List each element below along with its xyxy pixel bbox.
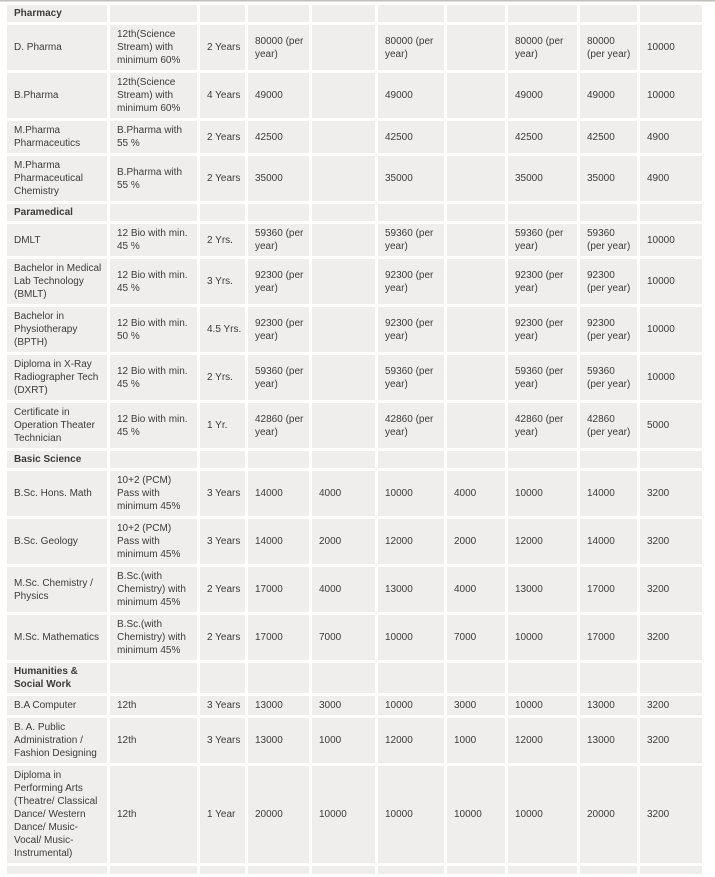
fee-value-cell: 13000 [508, 567, 577, 612]
fee-value-cell [312, 25, 375, 70]
course-name-cell: Diploma in Performing Arts (Theatre/ Classical Dance/ Western Dance/ Music- Vocal/ Music- Instrumental) [7, 766, 107, 863]
fee-value-cell: 3200 [640, 718, 702, 763]
section-empty-cell [580, 5, 637, 22]
fee-value-cell [447, 156, 505, 201]
fee-value-cell: 14000 [248, 471, 309, 516]
partial-empty-cell [447, 866, 505, 874]
section-empty-cell [378, 663, 444, 693]
fee-value-cell: 49000 [248, 73, 309, 118]
fee-value-cell: 7000 [447, 615, 505, 660]
fee-value-cell [312, 121, 375, 153]
fee-value-cell: 49000 [508, 73, 577, 118]
course-row [7, 471, 702, 516]
duration-cell: 3 Years [200, 519, 245, 564]
section-empty-cell [580, 663, 637, 693]
fee-value-cell: 7000 [312, 615, 375, 660]
section-empty-cell [200, 5, 245, 22]
section-empty-cell [378, 5, 444, 22]
fee-value-cell: 59360 (per year) [248, 355, 309, 400]
section-empty-cell [378, 451, 444, 468]
fee-value-cell [447, 224, 505, 256]
duration-cell: 2 Yrs. [200, 224, 245, 256]
section-empty-cell [580, 451, 637, 468]
fee-value-cell: 20000 [580, 766, 637, 863]
fee-value-cell: 5000 [640, 403, 702, 448]
section-empty-cell [248, 5, 309, 22]
duration-cell: 3 Years [200, 696, 245, 715]
course-name-cell: M.Pharma Pharmaceutics [7, 121, 107, 153]
fee-value-cell: 80000 (per year) [248, 25, 309, 70]
course-row [7, 615, 702, 660]
section-empty-cell [110, 5, 197, 22]
fee-value-cell: 10000 [640, 73, 702, 118]
section-row [7, 663, 702, 693]
fee-value-cell: 10000 [640, 224, 702, 256]
fee-value-cell: 10000 [640, 259, 702, 304]
section-empty-cell [508, 204, 577, 221]
section-empty-cell [640, 451, 702, 468]
course-name-cell: Bachelor in Medical Lab Technology (BMLT) [7, 259, 107, 304]
fee-value-cell: 4900 [640, 121, 702, 153]
section-empty-cell [200, 204, 245, 221]
fee-value-cell: 80000 (per year) [580, 25, 637, 70]
course-row [7, 121, 702, 153]
eligibility-cell: B.Pharma with 55 % [110, 156, 197, 201]
partial-empty-cell [248, 866, 309, 874]
course-name-cell: Certificate in Operation Theater Technician [7, 403, 107, 448]
partial-empty-cell [378, 866, 444, 874]
fee-value-cell: 59360 (per year) [508, 355, 577, 400]
fee-value-cell: 13000 [580, 696, 637, 715]
section-label: Basic Science [7, 451, 107, 468]
section-empty-cell [580, 204, 637, 221]
fee-value-cell: 59360 (per year) [378, 224, 444, 256]
section-empty-cell [312, 5, 375, 22]
fee-value-cell: 14000 [580, 519, 637, 564]
section-label: Paramedical [7, 204, 107, 221]
fee-value-cell: 12000 [508, 718, 577, 763]
course-row [7, 519, 702, 564]
course-row [7, 696, 702, 715]
fee-value-cell: 92300 (per year) [580, 259, 637, 304]
fee-value-cell [312, 224, 375, 256]
fee-value-cell [447, 259, 505, 304]
fee-value-cell [312, 259, 375, 304]
fee-value-cell: 3000 [312, 696, 375, 715]
course-name-cell: B.Sc. Geology [7, 519, 107, 564]
fee-value-cell: 92300 (per year) [378, 259, 444, 304]
fee-value-cell: 14000 [248, 519, 309, 564]
course-row [7, 403, 702, 448]
fee-value-cell [312, 156, 375, 201]
fee-value-cell: 10000 [508, 696, 577, 715]
eligibility-cell: 12th(Science Stream) with minimum 60% [110, 73, 197, 118]
fee-value-cell: 10000 [312, 766, 375, 863]
fee-value-cell: 92300 (per year) [508, 307, 577, 352]
fee-value-cell: 92300 (per year) [378, 307, 444, 352]
fee-value-cell: 42500 [378, 121, 444, 153]
eligibility-cell: 12 Bio with min. 45 % [110, 403, 197, 448]
section-empty-cell [312, 663, 375, 693]
fee-value-cell: 4000 [312, 567, 375, 612]
eligibility-cell: 12 Bio with min. 45 % [110, 355, 197, 400]
course-row [7, 25, 702, 70]
duration-cell: 2 Years [200, 25, 245, 70]
fee-value-cell: 49000 [378, 73, 444, 118]
fee-value-cell: 1000 [312, 718, 375, 763]
fee-value-cell: 4900 [640, 156, 702, 201]
fee-value-cell: 42500 [580, 121, 637, 153]
section-empty-cell [200, 451, 245, 468]
course-row [7, 718, 702, 763]
fee-value-cell [447, 307, 505, 352]
fee-value-cell: 10000 [378, 471, 444, 516]
fee-value-cell: 17000 [580, 567, 637, 612]
course-name-cell: Bachelor in Physiotherapy (BPTH) [7, 307, 107, 352]
eligibility-cell: 12 Bio with min. 50 % [110, 307, 197, 352]
section-empty-cell [447, 663, 505, 693]
fee-value-cell: 42860 (per year) [378, 403, 444, 448]
fee-value-cell [447, 25, 505, 70]
section-empty-cell [110, 451, 197, 468]
eligibility-cell: 12th(Science Stream) with minimum 60% [110, 25, 197, 70]
fee-value-cell: 13000 [248, 696, 309, 715]
eligibility-cell: 12th [110, 718, 197, 763]
fee-value-cell: 80000 (per year) [508, 25, 577, 70]
duration-cell: 4 Years [200, 73, 245, 118]
partial-empty-cell [110, 866, 197, 874]
partial-empty-cell [312, 866, 375, 874]
fee-value-cell: 59360 (per year) [508, 224, 577, 256]
fee-value-cell: 14000 [580, 471, 637, 516]
fee-value-cell: 10000 [378, 696, 444, 715]
fee-value-cell: 59360 (per year) [248, 224, 309, 256]
fee-value-cell: 92300 (per year) [508, 259, 577, 304]
table-body [7, 5, 702, 874]
fee-value-cell: 10000 [640, 25, 702, 70]
duration-cell: 2 Years [200, 567, 245, 612]
fee-value-cell: 4000 [447, 567, 505, 612]
duration-cell: 2 Years [200, 121, 245, 153]
section-empty-cell [640, 663, 702, 693]
fee-value-cell: 59360 (per year) [580, 355, 637, 400]
duration-cell: 3 Yrs. [200, 259, 245, 304]
duration-cell: 2 Years [200, 615, 245, 660]
partial-empty-cell [200, 866, 245, 874]
course-name-cell: M.Sc. Chemistry / Physics [7, 567, 107, 612]
fee-value-cell: 17000 [248, 567, 309, 612]
fee-value-cell: 42860 (per year) [580, 403, 637, 448]
fee-value-cell: 13000 [248, 718, 309, 763]
partial-empty-cell [7, 866, 107, 874]
fee-value-cell: 35000 [508, 156, 577, 201]
course-name-cell: B. A. Public Administration / Fashion Designing [7, 718, 107, 763]
eligibility-cell: B.Sc.(with Chemistry) with minimum 45% [110, 567, 197, 612]
fee-value-cell: 49000 [580, 73, 637, 118]
fee-value-cell: 59360 (per year) [580, 224, 637, 256]
course-name-cell: Diploma in X-Ray Radiographer Tech (DXRT) [7, 355, 107, 400]
fee-value-cell: 92300 (per year) [580, 307, 637, 352]
section-empty-cell [447, 5, 505, 22]
fee-value-cell: 42500 [248, 121, 309, 153]
course-name-cell: M.Sc. Mathematics [7, 615, 107, 660]
section-row [7, 204, 702, 221]
course-name-cell: B.Sc. Hons. Math [7, 471, 107, 516]
section-empty-cell [508, 451, 577, 468]
section-empty-cell [447, 451, 505, 468]
fee-value-cell [447, 403, 505, 448]
section-label: Humanities & Social Work [7, 663, 107, 693]
course-fees-table [4, 2, 705, 877]
duration-cell: 1 Yr. [200, 403, 245, 448]
duration-cell: 1 Year [200, 766, 245, 863]
fee-value-cell: 3200 [640, 766, 702, 863]
fee-value-cell: 12000 [378, 718, 444, 763]
section-row [7, 451, 702, 468]
eligibility-cell: 12th [110, 696, 197, 715]
section-empty-cell [378, 204, 444, 221]
fee-value-cell: 42500 [508, 121, 577, 153]
eligibility-cell: B.Pharma with 55 % [110, 121, 197, 153]
fee-value-cell: 35000 [580, 156, 637, 201]
fee-value-cell: 80000 (per year) [378, 25, 444, 70]
course-name-cell: D. Pharma [7, 25, 107, 70]
fee-value-cell: 59360 (per year) [378, 355, 444, 400]
fee-value-cell: 10000 [508, 471, 577, 516]
eligibility-cell: 10+2 (PCM) Pass with minimum 45% [110, 519, 197, 564]
section-empty-cell [312, 451, 375, 468]
eligibility-cell: B.Sc.(with Chemistry) with minimum 45% [110, 615, 197, 660]
section-empty-cell [110, 204, 197, 221]
course-row [7, 567, 702, 612]
fee-value-cell [312, 73, 375, 118]
partial-empty-cell [580, 866, 637, 874]
course-row [7, 355, 702, 400]
course-row [7, 224, 702, 256]
fee-value-cell: 13000 [378, 567, 444, 612]
fee-value-cell: 35000 [378, 156, 444, 201]
fee-value-cell: 10000 [640, 355, 702, 400]
eligibility-cell: 10+2 (PCM) Pass with minimum 45% [110, 471, 197, 516]
eligibility-cell: 12 Bio with min. 45 % [110, 259, 197, 304]
fee-value-cell: 92300 (per year) [248, 307, 309, 352]
fee-value-cell: 12000 [378, 519, 444, 564]
partial-empty-cell [640, 866, 702, 874]
section-empty-cell [640, 5, 702, 22]
section-empty-cell [248, 451, 309, 468]
course-name-cell: B.A Computer [7, 696, 107, 715]
fee-value-cell [447, 121, 505, 153]
fee-value-cell: 2000 [312, 519, 375, 564]
fee-value-cell: 4000 [447, 471, 505, 516]
fee-value-cell: 10000 [508, 766, 577, 863]
duration-cell: 3 Years [200, 471, 245, 516]
eligibility-cell: 12th [110, 766, 197, 863]
fee-value-cell: 13000 [580, 718, 637, 763]
course-row [7, 73, 702, 118]
fee-value-cell [447, 355, 505, 400]
partial-empty-cell [508, 866, 577, 874]
section-label: Pharmacy [7, 5, 107, 22]
fee-value-cell: 17000 [248, 615, 309, 660]
course-row [7, 259, 702, 304]
fee-value-cell: 3200 [640, 471, 702, 516]
fee-value-cell: 10000 [508, 615, 577, 660]
fee-value-cell: 20000 [248, 766, 309, 863]
section-row [7, 5, 702, 22]
fee-value-cell: 1000 [447, 718, 505, 763]
section-empty-cell [248, 663, 309, 693]
fee-value-cell: 12000 [508, 519, 577, 564]
fee-value-cell: 35000 [248, 156, 309, 201]
duration-cell: 4.5 Yrs. [200, 307, 245, 352]
fee-value-cell: 2000 [447, 519, 505, 564]
section-empty-cell [508, 663, 577, 693]
fee-value-cell [312, 355, 375, 400]
fee-value-cell [312, 307, 375, 352]
fee-value-cell: 3200 [640, 615, 702, 660]
course-name-cell: B.Pharma [7, 73, 107, 118]
eligibility-cell: 12 Bio with min. 45 % [110, 224, 197, 256]
fee-value-cell: 3200 [640, 567, 702, 612]
section-empty-cell [200, 663, 245, 693]
fee-value-cell: 3200 [640, 696, 702, 715]
fee-value-cell [312, 403, 375, 448]
duration-cell: 3 Years [200, 718, 245, 763]
fee-value-cell: 4000 [312, 471, 375, 516]
fee-value-cell: 42860 (per year) [248, 403, 309, 448]
fee-value-cell: 10000 [378, 615, 444, 660]
duration-cell: 2 Years [200, 156, 245, 201]
duration-cell: 2 Yrs. [200, 355, 245, 400]
section-empty-cell [248, 204, 309, 221]
fee-value-cell: 3000 [447, 696, 505, 715]
fee-value-cell: 17000 [580, 615, 637, 660]
partial-next-row [7, 866, 702, 874]
fee-value-cell: 10000 [378, 766, 444, 863]
fee-value-cell: 92300 (per year) [248, 259, 309, 304]
fee-value-cell: 10000 [640, 307, 702, 352]
section-empty-cell [110, 663, 197, 693]
course-row [7, 156, 702, 201]
fee-value-cell [447, 73, 505, 118]
fee-value-cell: 3200 [640, 519, 702, 564]
fee-value-cell: 42860 (per year) [508, 403, 577, 448]
section-empty-cell [640, 204, 702, 221]
course-name-cell: DMLT [7, 224, 107, 256]
fee-value-cell: 10000 [447, 766, 505, 863]
section-empty-cell [508, 5, 577, 22]
section-empty-cell [447, 204, 505, 221]
section-empty-cell [312, 204, 375, 221]
course-name-cell: M.Pharma Pharmaceutical Chemistry [7, 156, 107, 201]
course-row [7, 766, 702, 863]
course-row [7, 307, 702, 352]
